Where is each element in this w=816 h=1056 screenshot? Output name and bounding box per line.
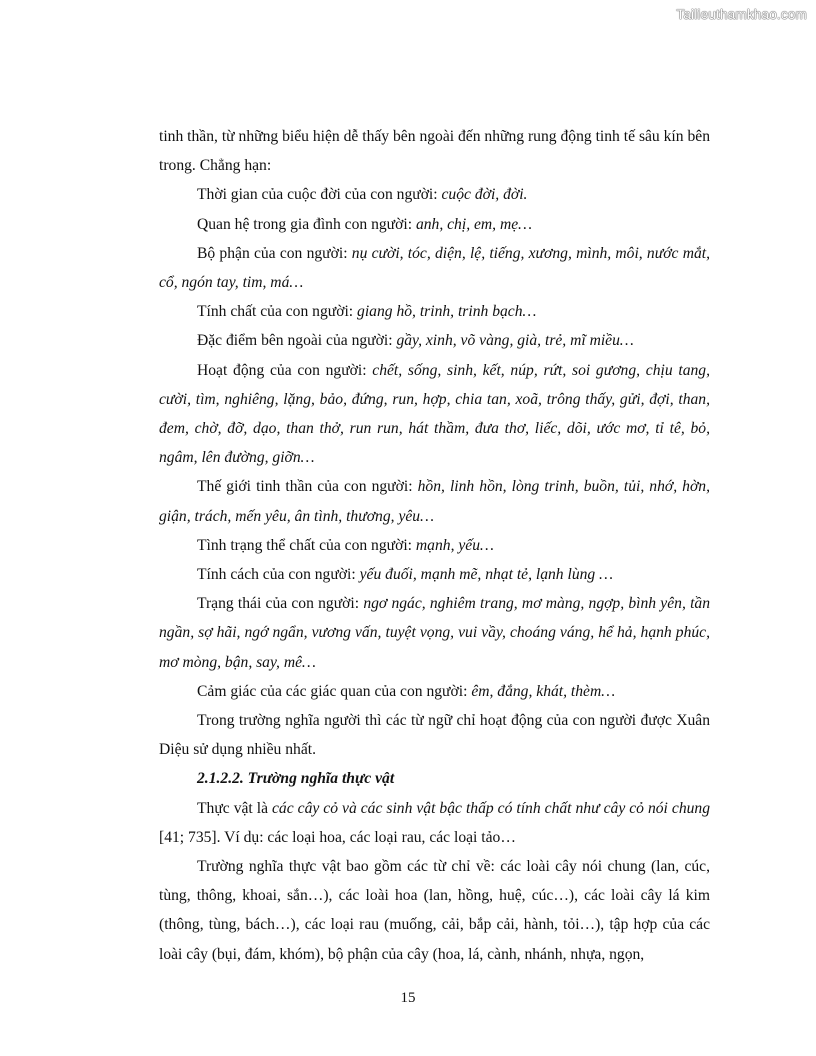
paragraph: Thực vật là các cây cỏ và các sinh vật bậc thấp có tính chất như cây cỏ nói chung [41; 735]. Ví dụ: các loại hoa, các loại rau, các loại tảo…: [159, 799, 711, 846]
paragraph: Bộ phận của con người: nụ cười, tóc, diện, lệ, tiếng, xương, mình, môi, nước mắt, cổ, ngón tay, tim, má…: [159, 244, 710, 292]
page-number: 15: [400, 990, 416, 1006]
paragraph: Tính chất của con người: giang hồ, trinh, trinh bạch…: [197, 303, 537, 321]
paragraph: Trường nghĩa thực vật bao gồm các từ chỉ về: các loài cây nói chung (lan, cúc, tùng, thông, khoai, sắn…), các loài hoa (lan, hồng, huệ, cúc…), các loài cây lá kim (thông, tùng, bách…), các loại rau (muống, cải, bắp cải, hành, tỏi…), tập hợp của các loài cây (bụi, đám, khóm), bộ phận của cây (hoa, lá, cành, nhánh, nhựa, ngọn,: [159, 858, 710, 963]
paragraph: Cảm giác của các giác quan của con người: êm, đắng, khát, thèm…: [197, 682, 616, 700]
paragraph: Thời gian của cuộc đời của con người: cuộc đời, đời.: [197, 186, 528, 204]
paragraph: Quan hệ trong gia đình con người: anh, chị, em, mẹ…: [197, 215, 533, 233]
paragraph: Đặc điểm bên ngoài của người: gầy, xinh, võ vàng, già, trẻ, mĩ miều…: [197, 332, 634, 350]
paragraph: Hoạt động của con người: chết, sống, sinh, kết, núp, rứt, soi gương, chịu tang, cười, tìm, nghiêng, lặng, bảo, đứng, run, hợp, chia tan, xoã, trông thấy, gửi, đợi, than, đem, chờ, đỡ, dạo, than thở, run run, hát thầm, đưa thơ, liếc, dõi, ước mơ, tỉ tê, bỏ, ngâm, lên đường, giỡn…: [159, 361, 710, 467]
paragraph: Tính cách của con người: yếu đuối, mạnh mẽ, nhạt tẻ, lạnh lùng …: [197, 566, 613, 584]
document-body: [159, 122, 710, 969]
paragraph: Trong trường nghĩa người thì các từ ngữ chỉ hoạt động của con người được Xuân Diệu sử dụng nhiều nhất.: [159, 712, 710, 759]
section-heading: 2.1.2.2. Trường nghĩa thực vật: [197, 770, 395, 788]
paragraph: tinh thần, từ những biểu hiện dễ thấy bên ngoài đến những rung động tinh tế sâu kín bên trong. Chẳng hạn:: [159, 128, 710, 175]
paragraph: Thế giới tinh thần của con người: hồn, linh hồn, lòng trinh, buồn, tủi, nhớ, hờn, giận, trách, mến yêu, ân tình, thương, yêu…: [159, 478, 710, 525]
watermark: Tailieuthamkhao.com: [676, 7, 807, 22]
paragraph: Trạng thái của con người: ngơ ngác, nghiêm trang, mơ màng, ngợp, bình yên, tần ngần, sợ hãi, ngớ ngẩn, vương vấn, tuyệt vọng, vui vầy, choáng váng, hể hả, hạnh phúc, mơ mòng, bận, say, mê…: [159, 595, 710, 671]
paragraph: Tình trạng thể chất của con người: mạnh, yếu…: [197, 536, 494, 554]
